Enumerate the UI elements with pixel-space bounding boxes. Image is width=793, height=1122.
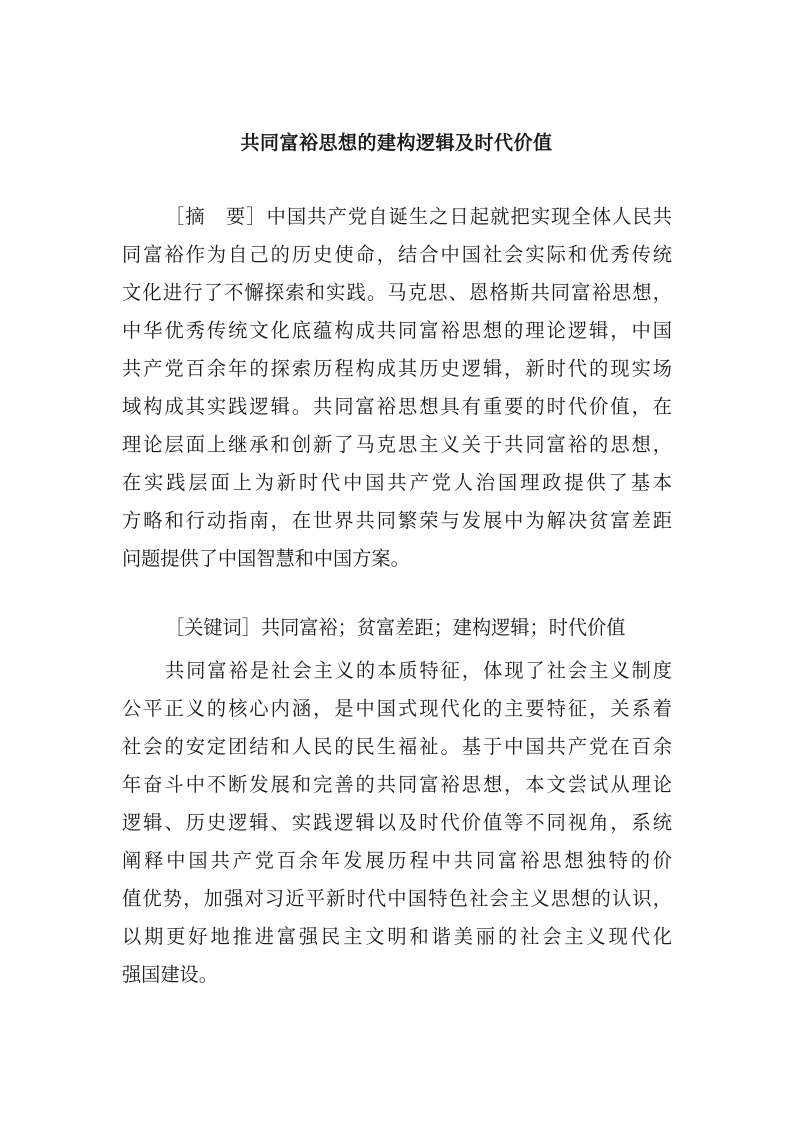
intro-line: 社会的安定团结和人民的民生福祉。基于中国共产党在百余 bbox=[122, 735, 672, 758]
abstract-line: 域构成其实践逻辑。共同富裕思想具有重要的时代价值，在 bbox=[122, 395, 672, 418]
abstract-line: ［摘 要］中国共产党自诞生之日起就把实现全体人民共 bbox=[165, 205, 672, 228]
abstract-line: 文化进行了不懈探索和实践。马克思、恩格斯共同富裕思想， bbox=[122, 281, 672, 304]
abstract-line: 理论层面上继承和创新了马克思主义关于共同富裕的思想， bbox=[122, 433, 672, 456]
abstract-line: 问题提供了中国智慧和中国方案。 bbox=[122, 547, 410, 570]
keywords-line: ［关键词］共同富裕；贫富差距；建构逻辑；时代价值 bbox=[165, 616, 626, 639]
abstract-line: 方略和行动指南，在世界共同繁荣与发展中为解决贫富差距 bbox=[122, 509, 672, 532]
abstract-line: 共产党百余年的探索历程构成其历史逻辑，新时代的现实场 bbox=[122, 357, 672, 380]
abstract-line: 中华优秀传统文化底蕴构成共同富裕思想的理论逻辑，中国 bbox=[122, 319, 672, 342]
intro-line: 逻辑、历史逻辑、实践逻辑以及时代价值等不同视角，系统 bbox=[122, 811, 672, 834]
document-title: 共同富裕思想的建构逻辑及时代价值 bbox=[240, 132, 553, 154]
intro-line: 以期更好地推进富强民主文明和谐美丽的社会主义现代化 bbox=[122, 925, 672, 948]
intro-line: 年奋斗中不断发展和完善的共同富裕思想，本文尝试从理论 bbox=[122, 773, 672, 796]
abstract-line: 同富裕作为自己的历史使命，结合中国社会实际和优秀传统 bbox=[122, 243, 672, 266]
intro-line: 值优势，加强对习近平新时代中国特色社会主义思想的认识， bbox=[122, 887, 672, 910]
intro-line: 强国建设。 bbox=[122, 963, 218, 986]
intro-line: 阐释中国共产党百余年发展历程中共同富裕思想独特的价 bbox=[122, 849, 672, 872]
intro-line: 共同富裕是社会主义的本质特征，体现了社会主义制度 bbox=[165, 659, 672, 682]
abstract-line: 在实践层面上为新时代中国共产党人治国理政提供了基本 bbox=[122, 471, 672, 494]
intro-line: 公平正义的核心内涵，是中国式现代化的主要特征，关系着 bbox=[122, 697, 672, 720]
